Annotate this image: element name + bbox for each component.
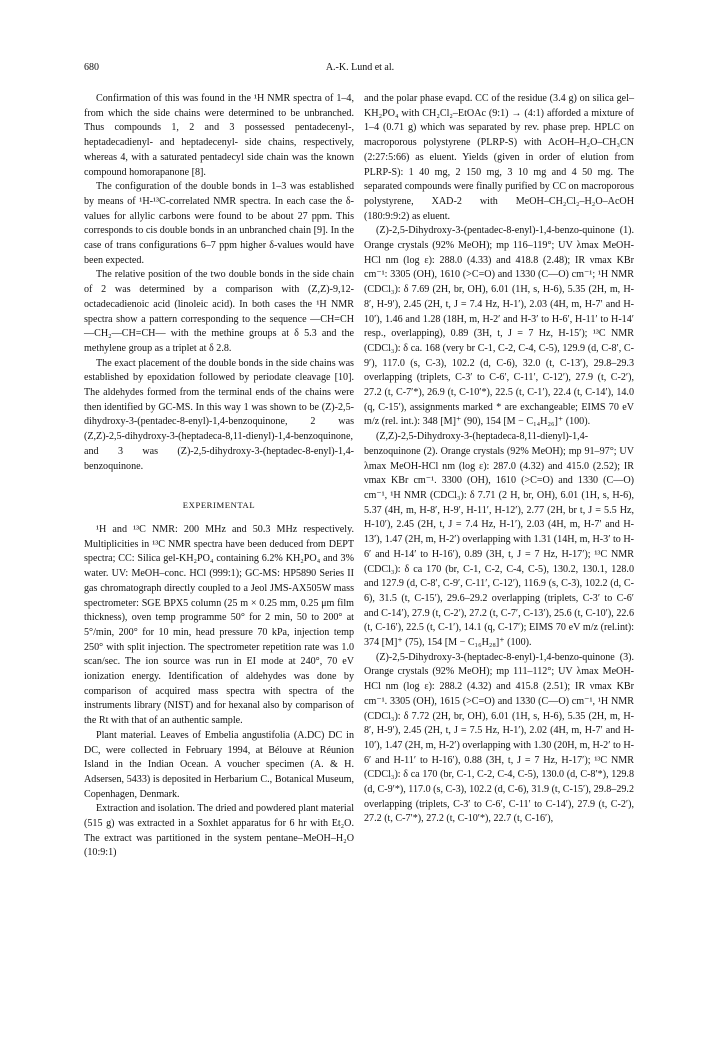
running-head: A.-K. Lund et al. <box>325 62 395 73</box>
experimental-paragraph: ¹H and ¹³C NMR: 200 MHz and 50.3 MHz respectively. Multiplicities in ¹³C NMR spectra have been deduced from DEPT spectra; CC: Silica gel-KH₂PO₄ containing 6.2% KH₂PO₄ and 3% water. UV: MeOH–conc. HCl (999:1); GC-MS: HP5890 Series II gas chromatograph directly coupled to a Jeol JMS-AX505W mass spectrometer: SGE BPX5 column (25 m × 0.25 mm, 0.25 μm film thickness), oven temp programme 50° for 2 min, 50 to 200° at 5°/min, 200° for 10 min, head pressure 70 kPa, injection temp 250° with split injection. The spectrometer repetition rate was 1.0 scan/sec. The ion source was run in EI mode at 240°, 70 eV ionization energy. Identification of aldehydes was done by comparison of acquired mass spectra with spectra of the instruments library (NIST) and for hexanal also by comparison of the Rt with that of an authentic sample. <box>84 523 354 727</box>
compound-3-data: (Z)-2,5-Dihydroxy-3-(heptadec-8-enyl)-1,4-benzo-quinone (3). Orange crystals (92% MeOH); mp 111–112°; UV λmax MeOH-HCl nm (log ε): 288.2 (4.32) and 415.8 (2.51); IR νmax KBr cm⁻¹. 3305 (OH), 1615 (>C=O) and 1330 (C—O) cm⁻¹, ¹H NMR (CDCl₃): δ 7.72 (2H, br, OH), 6.01 (1H, s, H-6), 5.35 (2H, m, H-8′, H-9′), 2.45 (2H, t, J = 7.5 Hz, H-1′), 2.02 (4H, m, H-7′ and H-10′), 1.47 (2H, m, H-2′) overlapping with 1.30 (20H, m, H-2′ to H-6′ and H-11′ to H-16′), 0.88 (3H, t, J = 7 Hz, H-17′); ¹³C NMR (CDCl₃): δ ca 170 (br, C-1, C-2, C-4, C-5), 130.0 (d, C-8′*), 129.8 (d, C-9′*), 117.0 (s, C-3), 102.2 (d, C-6), 31.9 (t, C-15′), 29.8–29.2 overlapping (triplets, C-3′ to C-6′, C-11′ to C-14′), 27.9 (t, C-2′), 27.2 (t, C-7′*), 27.2 (t, C-10′*), 22.7 (t, C-16′), <box>364 651 634 825</box>
experimental-paragraph: Plant material. Leaves of Embelia angustifolia (A.DC) DC in DC, were collected in February 1994, at Bélouve at Réunion Island in the Indian Ocean. A voucher specimen (A. & H. Adsersen, 5433) is deposited in Herbarium C., Botanical Museum, Copenhagen, Denmark. <box>84 729 354 800</box>
left-column <box>84 92 354 861</box>
body-paragraph: and the polar phase evapd. CC of the residue (3.4 g) on silica gel–KH₂PO₄ with CH₂Cl₂–EtOAc (9:1) → (4:1) afforded a mixture of 1–4 (0.71 g) which was separated by rev. phase prep. HPLC on macroporous polystyrene (PLRP-S) with AcOH–H₂O–CH₃CN (2:27:5:66) as eluent. Yields (given in order of elution from PLRP-S): 1 40 mg, 2 150 mg, 3 10 mg and 4 50 mg. The separated compounds were finally purified by CC on macroporous polystyrene, XAD-2 with MeOH–CH₂Cl₂–H₂O–AcOH (180:9:9:2) as eluent. <box>364 93 634 222</box>
compound-2-data: (Z,Z)-2,5-Dihydroxy-3-(heptadeca-8,11-dienyl)-1,4-benzoquinone (2). Orange crystals (92% MeOH); mp 91–97°; UV λmax MeOH-HCl nm (log ε): 287.0 (4.32) and 415.0 (2.52); IR νmax KBr cm⁻¹. 3300 (OH), 1610 (>C=O) and 1330 (C—O) cm⁻¹, ¹H NMR (CDCl₃): δ 7.71 (2 H, br, OH), 6.01 (1H, s, H-6), 5.37 (4H, m, H-8′, H-9′, H-11′, H-12′), 2.77 (2H, br t, J = 5.5 Hz, H-10′), 2.45 (2H, t, J = 7.4 Hz, H-1′), 2.03 (4H, m, H-7′ and H-13′), 1.47 (2H, m, H-2′) overlapping with 1.31 (14H, m, H-3′ to H-6′ and H-14′ to H-16′), 0.89 (3H, t, J = 7 Hz, H-17′); ¹³C NMR (CDCl₃): δ ca 170 (br, C-1, C-2, C-4, C-5), 130.2, 130.1, 128.0 and 127.9 (d, C-8′, C-9′, C-11′, C-12′), 116.9 (s, C-3), 102.2 (d, C-6), 31.5 (t, C-15′), 29.6–29.2 overlapping (triplets, C-3′ to C-6′ and C-14′), 27.9 (t, C-2′), 27.2 (t, C-7′, C-13′), 25.6 (t, C-10′), 22.6 (t, C-16′), 22.5 (t, C-1′), 14.1 (q, C-17′); EIMS 70 eV m/z (rel.int): 374 [M]⁺ (75), 154 [M − C₁₆H₂₈]⁺ (100). <box>364 431 634 649</box>
body-paragraph: The configuration of the double bonds in 1–3 was established by means of ¹H-¹³C-correlated NMR spectra. In each case the δ-values for allylic carbons were found to be about 27 ppm. This corresponds to cis double bonds in an unbranched chain [9]. In the case of trans configurations 6–7 ppm higher δ-values would have been expected. <box>84 181 354 266</box>
section-heading-experimental: EXPERIMENTAL <box>182 500 256 511</box>
page-number: 680 <box>84 62 99 73</box>
page-header <box>84 62 636 78</box>
compound-1-data: (Z)-2,5-Dihydroxy-3-(pentadec-8-enyl)-1,4-benzo-quinone (1). Orange crystals (92% MeOH); mp 116–119°; UV λmax MeOH-HCl nm (log ε): 288.0 (4.33) and 418.8 (2.48); IR νmax KBr cm⁻¹: 3305 (OH), 1610 (>C=O) and 1330 (C—O) cm⁻¹; ¹H NMR (CDCl₃): δ 7.69 (2H, br, OH), 6.01 (1H, s, H-6), 5.35 (2H, m, H-8′, H-9′), 2.45 (2H, t, J = 7.4 Hz, H-1′), 2.03 (4H, m, H-7′ and H-10′), 1.46 and 1.28 (18H, m, H-2′ and H-3′ to H-6′, H-11′ to H-14′ resp., overlapping), 0.89 (3H, t, J = 7 Hz, H-15′); ¹³C NMR (CDCl₃): δ ca. 168 (very br C-1, C-2, C-4, C-5), 129.9 (d, C-8′, C-9′), 117.0 (s, C-3), 102.2 (d, C-6), 32.0 (t, C-13′), 29.8–29.3 overlapping (triplets, C-3′ to C-6′, C-11′, C-12′), 27.9 (t, C-2′), 27.2 (t, C-7′*), 26.9 (t, C-10′*), 22.5 (t, C-1′), 22.4 (t, C-14′), 14.0 (q, C-15′), assignments marked * are exchangeable; EIMS 70 eV m/z (rel. int.): 348 [M]⁺ (90), 154 [M − C₁₄H₂₆]⁺ (100). <box>364 225 634 428</box>
body-paragraph: Confirmation of this was found in the ¹H NMR spectra of 1–4, from which the side chains were determined to be unbranched. Thus compounds 1, 2 and 3 possessed pentadecenyl-, heptadecadienyl- and heptadecenyl- side chains, respectively, whereas 4, with a saturated pentadecyl side chain was the known compound homorapanone [8]. <box>84 93 354 178</box>
body-paragraph: The relative position of the two double bonds in the side chain of 2 was determined by a comparison with (Z,Z)-9,12-octadecadienoic acid (linoleic acid). In both cases the ¹H NMR spectra show a pattern corresponding to the sequence —CH=CH—CH₂—CH=CH— with the methine groups at δ 5.3 and the methylene group as a triplet at δ 2.8. <box>84 269 354 354</box>
body-paragraph: The exact placement of the double bonds in the side chains was established by epoxidation followed by periodate cleavage [10]. The aldehydes formed from the terminal ends of the chains were then identified by GC-MS. In this way 1 was shown to be (Z)-2,5-dihydroxy-3-(pentadec-8-enyl)-1,4-benzoquinone, 2 was (Z,Z)-2,5-dihydroxy-3-(heptadeca-8,11-dienyl)-1,4-benzoquinone, and 3 was (Z)-2,5-dihydroxy-3-(heptadec-8-enyl)-1,4-benzoquinone. <box>84 357 354 472</box>
right-column <box>364 92 634 827</box>
experimental-paragraph: Extraction and isolation. The dried and powdered plant material (515 g) was extracted in a Soxhlet apparatus for 6 hr with Et₂O. The extract was partitioned in the system pentane–MeOH–H₂O (10:9:1) <box>84 803 354 859</box>
